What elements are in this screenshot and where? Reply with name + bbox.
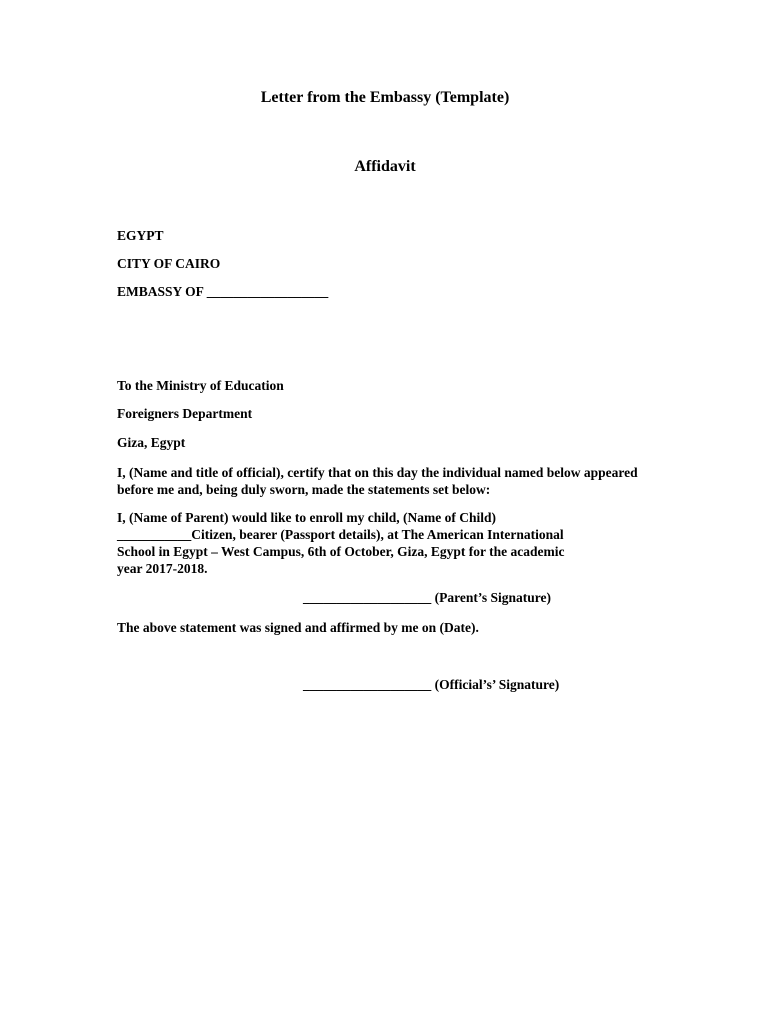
- document-title: Letter from the Embassy (Template): [260, 89, 510, 106]
- statement-line-1: I, (Name of Parent) would like to enroll my child, (Name of Child): [117, 510, 496, 525]
- certification-paragraph: I, (Name and title of official), certify that on this day the individual named below appeared before me and, being duly sworn, made the statements set below:: [117, 465, 638, 497]
- document-heading: Affidavit: [354, 158, 416, 175]
- statement-line-4: year 2017-2018.: [117, 561, 208, 576]
- parent-signature-line: ___________________ (Parent’s Signature): [303, 590, 551, 605]
- addressee-location: Giza, Egypt: [117, 435, 186, 450]
- official-signature-line: ___________________ (Official’s’ Signature): [303, 677, 560, 692]
- embassy-line: EMBASSY OF __________________: [117, 284, 329, 299]
- affirmation-line: The above statement was signed and affirmed by me on (Date).: [117, 620, 479, 635]
- city-line: CITY OF CAIRO: [117, 256, 221, 271]
- country-line: EGYPT: [117, 228, 164, 243]
- statement-line-2: ___________Citizen, bearer (Passport details), at The American International: [117, 527, 564, 542]
- addressee-ministry: To the Ministry of Education: [117, 378, 284, 393]
- statement-line-3: School in Egypt – West Campus, 6th of October, Giza, Egypt for the academic: [117, 544, 565, 559]
- addressee-department: Foreigners Department: [117, 406, 253, 421]
